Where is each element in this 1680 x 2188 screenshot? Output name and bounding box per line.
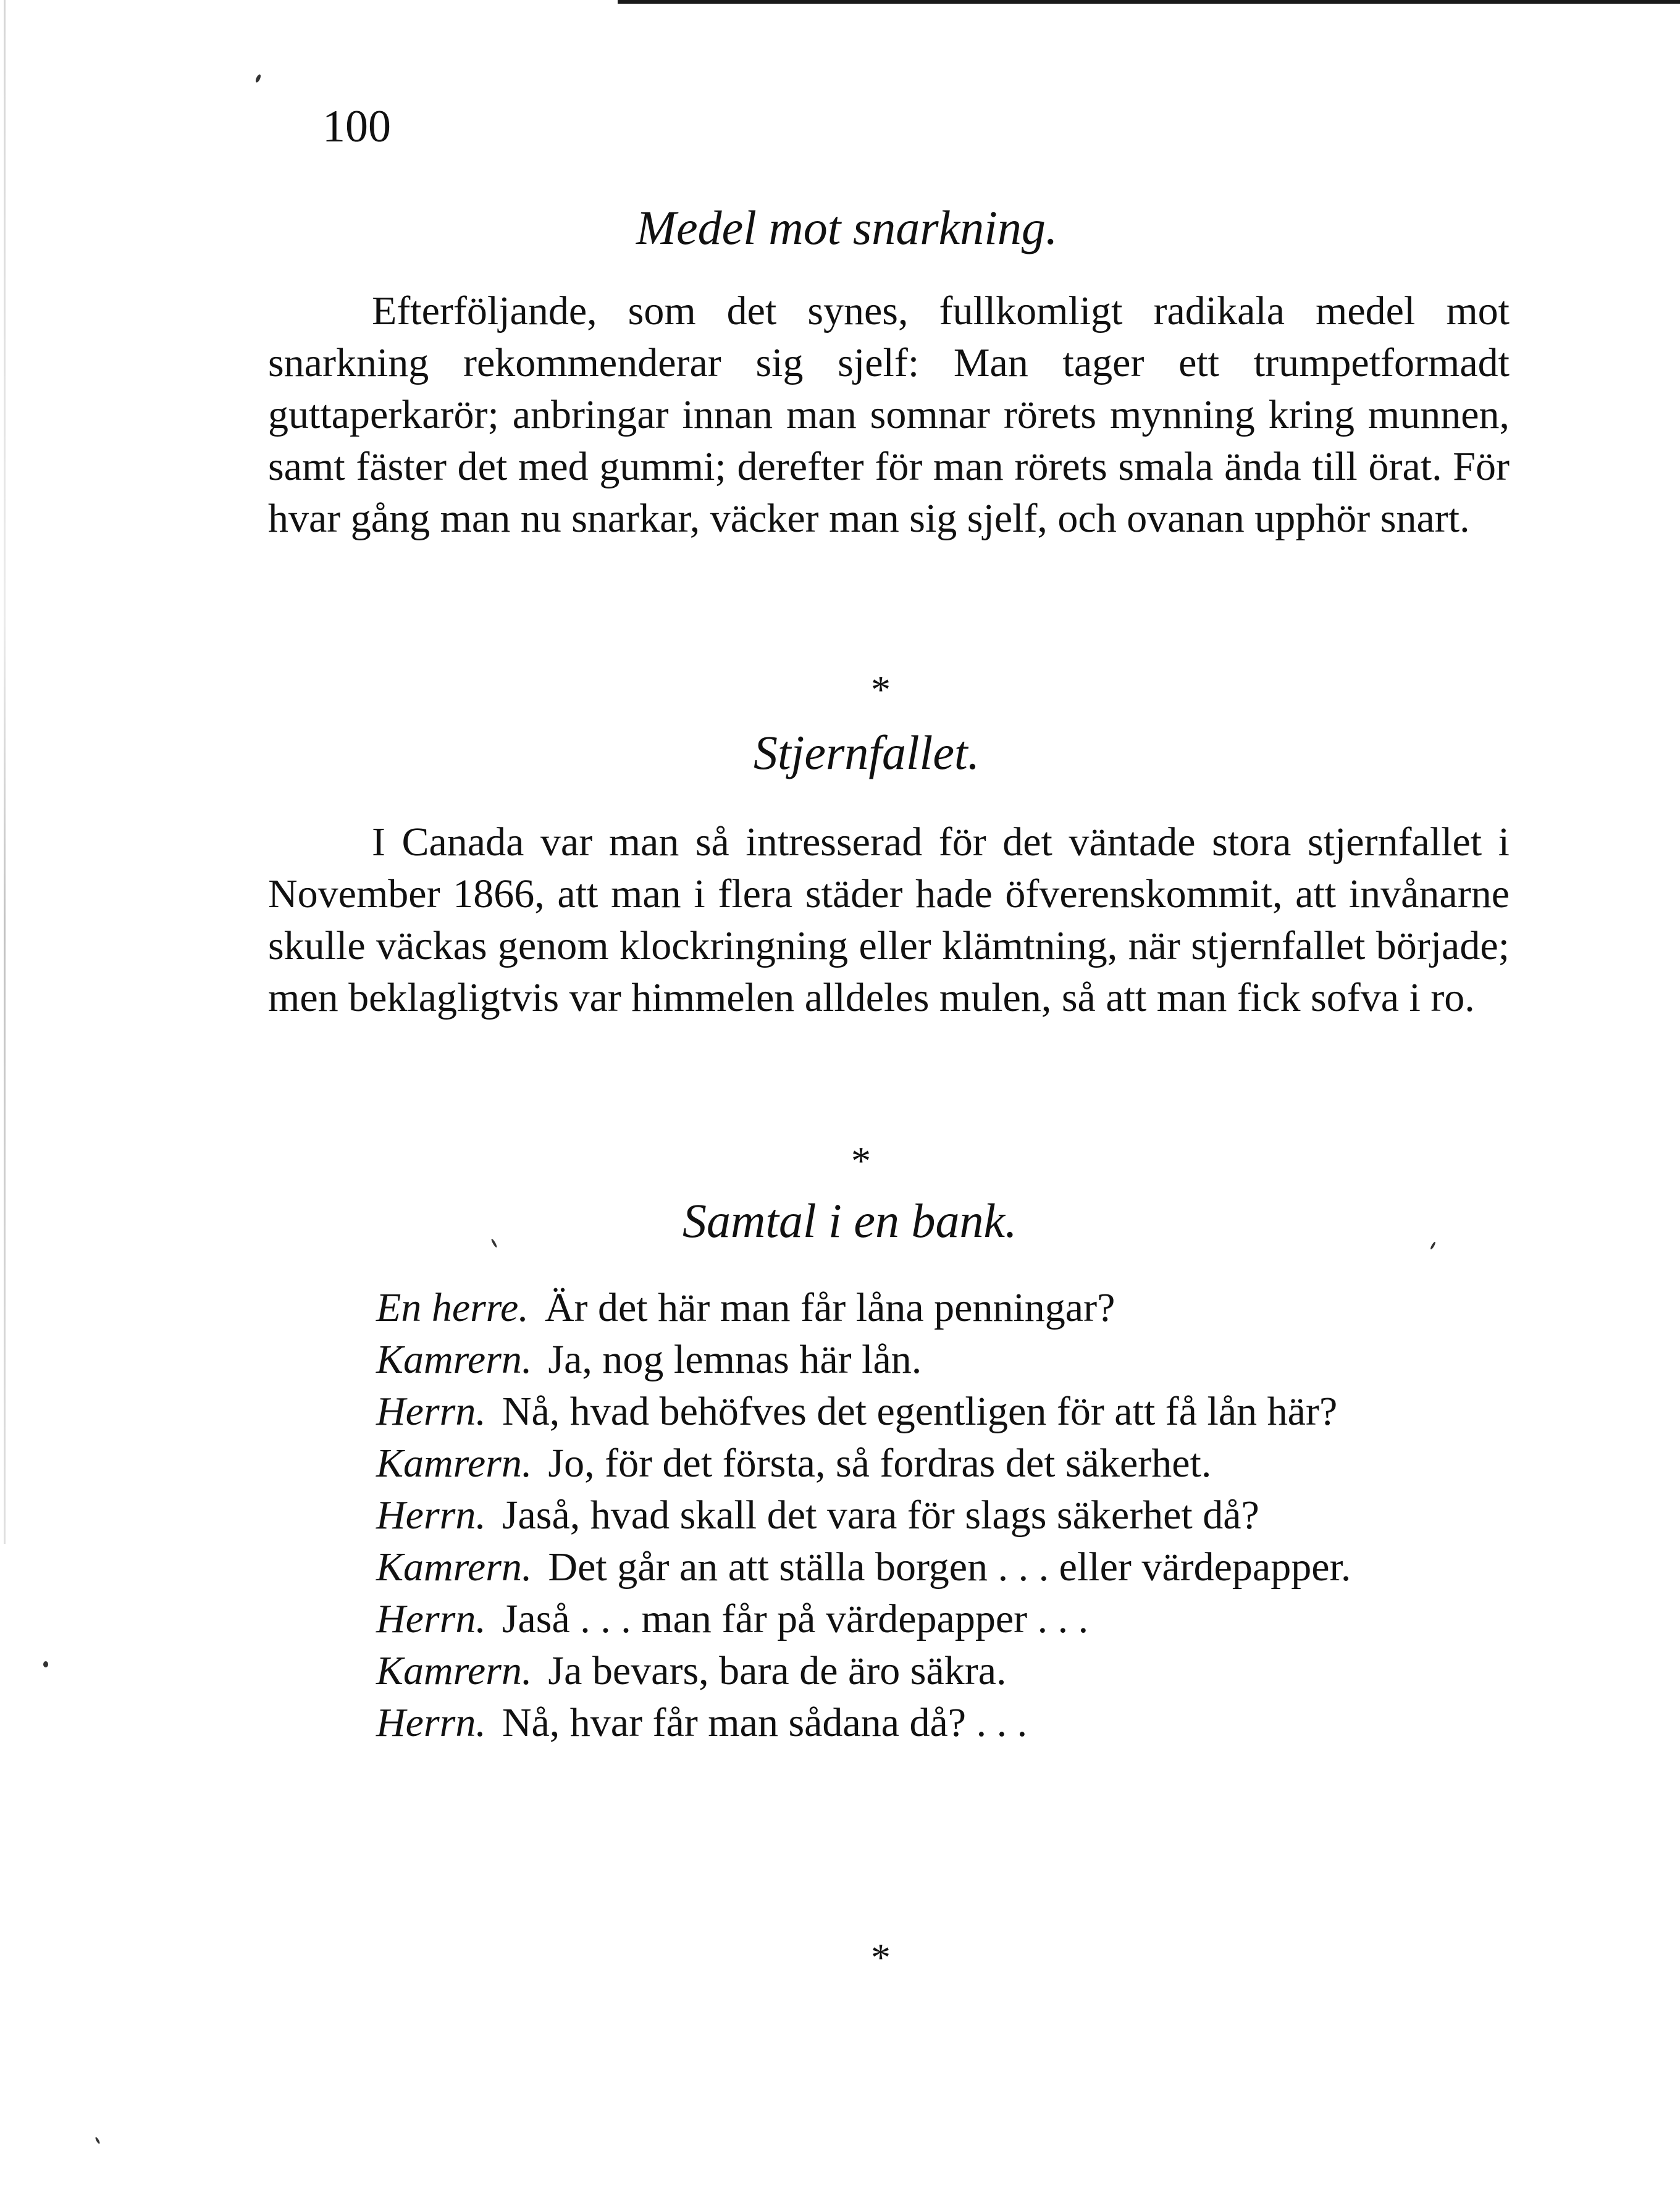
section-title-bank-conversation: Samtal i en bank. <box>682 1194 1017 1247</box>
dialogue-text: Nå, hvad behöfves det egentligen för att få lån här? <box>502 1389 1338 1434</box>
dialogue-text: Jaså . . . man får på värdepapper . . . <box>502 1596 1089 1641</box>
dialogue-speaker: Herrn. <box>376 1389 486 1434</box>
ink-speck <box>254 73 261 83</box>
dialogue-line <box>268 1593 1510 1645</box>
dialogue-line <box>268 1334 1510 1386</box>
section-body-snoring-text: Efterföljande, som det synes, fullkomligt radikala medel mot snarkning rekommenderar sig sjelf: Man tager ett trumpetformadt guttaperkarör; anbringar innan man somnar rörets mynning kring munnen, samt fäster det med gummi; derefter för man rörets smala ända till örat. För hvar gång man nu snarkar, väcker man sig sjelf, och ovanan upphör snart. <box>268 288 1510 541</box>
dialogue-line <box>268 1282 1510 1334</box>
dialogue-text: Det går an att ställa borgen . . . eller värdepapper. <box>548 1545 1351 1590</box>
dialogue-speaker: Herrn. <box>376 1493 486 1538</box>
ink-speck <box>490 1238 497 1248</box>
section-separator: * <box>871 668 891 711</box>
dialogue-line <box>268 1386 1510 1438</box>
section-body-meteor-shower-text: I Canada var man så intresserad för det väntade stora stjernfallet i November 1866, att man i flera städer hade öfverenskommit, att invånarne skulle väckas genom klockringning eller klämtning, när stjernfallet började; men beklagligtvis var himmelen alldeles mulen, så att man fick sofva i ro. <box>268 819 1510 1020</box>
dialogue-line <box>268 1697 1510 1749</box>
section-body-snoring <box>268 285 1510 545</box>
top-edge-rule <box>618 0 1680 4</box>
dialogue-speaker: Kamrern. <box>376 1545 532 1590</box>
bank-dialogue <box>268 1282 1510 1749</box>
dialogue-line <box>268 1541 1510 1593</box>
dialogue-speaker: Herrn. <box>376 1596 486 1641</box>
ink-speck <box>43 1661 48 1667</box>
dialogue-text: Är det här man får låna penningar? <box>544 1285 1115 1330</box>
dialogue-speaker: Kamrern. <box>376 1648 532 1693</box>
page-number: 100 <box>322 101 391 152</box>
section-separator: * <box>871 1935 891 1979</box>
section-separator: * <box>851 1139 871 1183</box>
section-title-snoring: Medel mot snarkning. <box>636 201 1058 254</box>
section-title-meteor-shower: Stjernfallet. <box>754 726 980 779</box>
ink-speck <box>1430 1241 1436 1250</box>
dialogue-text: Ja, nog lemnas här lån. <box>548 1337 922 1382</box>
dialogue-line <box>268 1490 1510 1541</box>
ink-speck <box>94 2137 100 2144</box>
dialogue-speaker: Kamrern. <box>376 1337 532 1382</box>
dialogue-text: Nå, hvar får man sådana då? . . . <box>502 1700 1028 1745</box>
dialogue-speaker: Herrn. <box>376 1700 486 1745</box>
section-body-meteor-shower <box>268 816 1510 1024</box>
dialogue-text: Ja bevars, bara de äro säkra. <box>548 1648 1007 1693</box>
dialogue-speaker: Kamrern. <box>376 1441 532 1486</box>
left-page-edge <box>4 0 6 1544</box>
dialogue-speaker: En herre. <box>376 1285 529 1330</box>
dialogue-text: Jaså, hvad skall det vara för slags säkerhet då? <box>502 1493 1259 1538</box>
dialogue-line <box>268 1645 1510 1697</box>
dialogue-line <box>268 1438 1510 1490</box>
dialogue-text: Jo, för det första, så fordras det säkerhet. <box>548 1441 1212 1486</box>
